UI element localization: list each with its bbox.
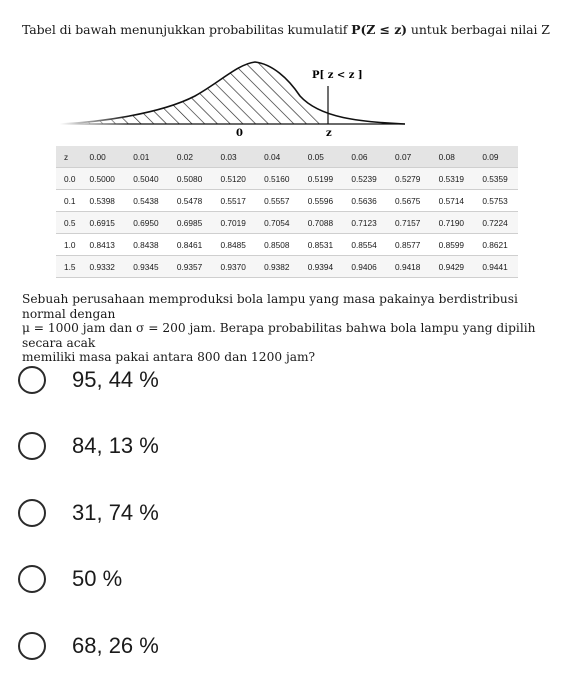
answer-option-label: 95, 44 % — [72, 367, 159, 392]
answer-option-e[interactable] — [18, 626, 318, 666]
question-text — [22, 292, 562, 365]
table-cell: 0.5596 — [300, 190, 344, 212]
table-cell: 0.5636 — [343, 190, 387, 212]
table-cell: 0.9370 — [212, 256, 256, 278]
table-cell: 0.9418 — [387, 256, 431, 278]
table-cell: 0.8577 — [387, 234, 431, 256]
table-cell: 0.7190 — [431, 212, 475, 234]
question-line: Sebuah perusahaan memproduksi bola lampu yang masa pakainya berdistribusi normal dengan — [22, 292, 518, 321]
table-cell: 1.0 — [56, 234, 82, 256]
table-cell: 0.9332 — [82, 256, 126, 278]
table-cell: 0.5753 — [474, 190, 518, 212]
table-header-cell: 0.01 — [125, 146, 169, 168]
table-cell: 0.5398 — [82, 190, 126, 212]
table-cell: 0.8438 — [125, 234, 169, 256]
table-header-cell: 0.09 — [474, 146, 518, 168]
table-cell: 0.5438 — [125, 190, 169, 212]
answer-option-c[interactable] — [18, 493, 318, 533]
z-table — [56, 146, 518, 278]
table-cell: 0.9357 — [169, 256, 213, 278]
answer-option-label: 50 % — [72, 566, 123, 591]
table-header-cell: 0.04 — [256, 146, 300, 168]
table-cell: 0.8621 — [474, 234, 518, 256]
table-cell: 0.5080 — [169, 168, 213, 190]
table-header-cell: 0.03 — [212, 146, 256, 168]
radio-button[interactable] — [18, 499, 46, 527]
table-cell: 0.5120 — [212, 168, 256, 190]
question-line: memiliki masa pakai antara 800 dan 1200 jam? — [22, 350, 316, 364]
table-header-row — [56, 146, 518, 168]
table-cell: 0.9441 — [474, 256, 518, 278]
table-cell: 0.8413 — [82, 234, 126, 256]
curve-label: P[ z < z ] — [312, 70, 363, 81]
table-cell: 0.9406 — [343, 256, 387, 278]
table-cell: 0.5279 — [387, 168, 431, 190]
table-row — [56, 234, 518, 256]
normal-curve-graphic — [60, 56, 520, 148]
answer-option-label: 31, 74 % — [72, 500, 159, 525]
table-cell: 0.5199 — [300, 168, 344, 190]
table-cell: 0.7054 — [256, 212, 300, 234]
table-cell: 0.6915 — [82, 212, 126, 234]
table-cell: 0.7157 — [387, 212, 431, 234]
table-cell: 0.5239 — [343, 168, 387, 190]
question-intro — [22, 22, 550, 37]
table-cell: 0.5359 — [474, 168, 518, 190]
table-cell: 0.7088 — [300, 212, 344, 234]
origin-label: 0 — [236, 128, 243, 139]
table-cell: 0.0 — [56, 168, 82, 190]
table-header-cell: z — [56, 146, 82, 168]
intro-expression: P(Z ≤ z) — [351, 22, 408, 37]
table-cell: 0.7224 — [474, 212, 518, 234]
table-cell: 0.6985 — [169, 212, 213, 234]
table-cell: 0.5557 — [256, 190, 300, 212]
table-cell: 0.8554 — [343, 234, 387, 256]
table-cell: 0.8485 — [212, 234, 256, 256]
radio-button[interactable] — [18, 366, 46, 394]
radio-button[interactable] — [18, 432, 46, 460]
table-cell: 0.7123 — [343, 212, 387, 234]
normal-curve-figure — [60, 56, 520, 148]
table-header-cell: 0.05 — [300, 146, 344, 168]
table-cell: 0.5319 — [431, 168, 475, 190]
table-cell: 0.5 — [56, 212, 82, 234]
answer-option-label: 84, 13 % — [72, 433, 159, 458]
intro-prefix: Tabel di bawah menunjukkan probabilitas kumulatif — [22, 22, 352, 37]
answer-option-b[interactable] — [18, 426, 318, 466]
radio-button[interactable] — [18, 565, 46, 593]
table-cell: 0.5675 — [387, 190, 431, 212]
z-label: z — [326, 128, 332, 139]
table-cell: 0.8508 — [256, 234, 300, 256]
table-cell: 0.5517 — [212, 190, 256, 212]
table-cell: 0.9345 — [125, 256, 169, 278]
table-cell: 0.9429 — [431, 256, 475, 278]
table-cell: 0.9394 — [300, 256, 344, 278]
table-cell: 0.5714 — [431, 190, 475, 212]
answer-option-label: 68, 26 % — [72, 633, 159, 658]
answer-option-d[interactable] — [18, 559, 318, 599]
radio-button[interactable] — [18, 632, 46, 660]
table-cell: 0.1 — [56, 190, 82, 212]
intro-suffix: untuk berbagai nilai Z — [407, 22, 550, 37]
table-cell: 1.5 — [56, 256, 82, 278]
table-cell: 0.8461 — [169, 234, 213, 256]
table-cell: 0.7019 — [212, 212, 256, 234]
table-row — [56, 212, 518, 234]
table-header-cell: 0.00 — [82, 146, 126, 168]
table-cell: 0.5040 — [125, 168, 169, 190]
table-header-cell: 0.07 — [387, 146, 431, 168]
table-row — [56, 256, 518, 278]
table-cell: 0.8531 — [300, 234, 344, 256]
table-cell: 0.5478 — [169, 190, 213, 212]
table-row — [56, 190, 518, 212]
table-cell: 0.5160 — [256, 168, 300, 190]
table-cell: 0.6950 — [125, 212, 169, 234]
table-cell: 0.9382 — [256, 256, 300, 278]
table-row — [56, 168, 518, 190]
table-header-cell: 0.06 — [343, 146, 387, 168]
answer-option-a[interactable] — [18, 360, 318, 400]
question-line: μ = 1000 jam dan σ = 200 jam. Berapa probabilitas bahwa bola lampu yang dipilih secara acak — [22, 321, 536, 350]
table-header-cell: 0.02 — [169, 146, 213, 168]
table-cell: 0.8599 — [431, 234, 475, 256]
table-cell: 0.5000 — [82, 168, 126, 190]
table-header-cell: 0.08 — [431, 146, 475, 168]
